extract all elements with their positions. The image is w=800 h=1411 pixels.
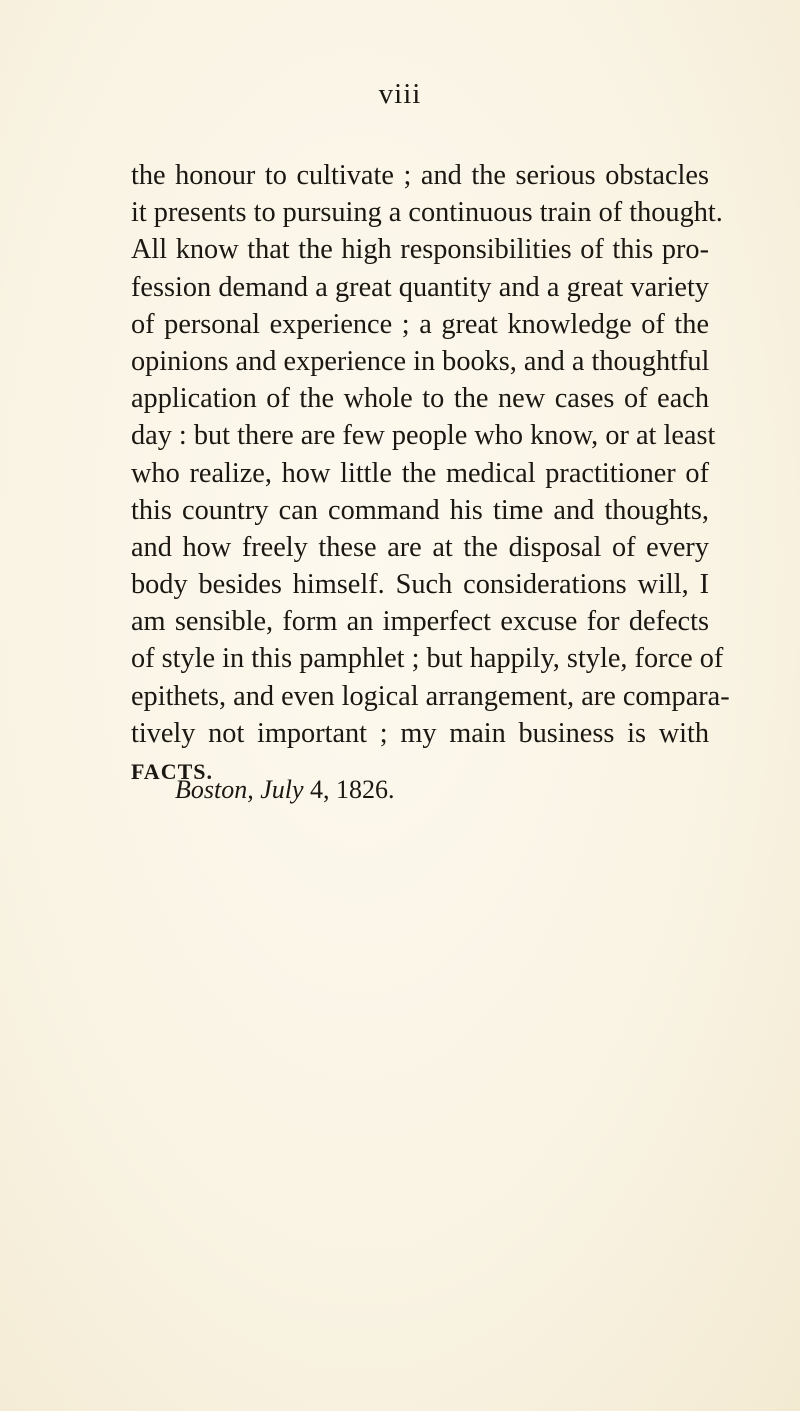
text-line: opinions and experience in books, and a thoughtful xyxy=(131,345,710,377)
text-line: am sensible, form an imperfect excuse for defects xyxy=(131,606,709,638)
text-line: day : but there are few people who know, or at least xyxy=(131,420,716,452)
signoff-place: Boston, xyxy=(175,775,254,804)
preface-paragraph xyxy=(131,157,730,789)
text-line: epithets, and even logical arrangement, are compara- xyxy=(131,680,730,712)
text-line: tively not important ; my main business is with xyxy=(131,717,709,749)
text-line: of personal experience ; a great knowledge of the xyxy=(131,308,709,340)
text-line: fession demand a great quantity and a great variety xyxy=(131,271,709,303)
final-word: FACTS. xyxy=(131,759,213,784)
text-line: of style in this pamphlet ; but happily, style, force of xyxy=(131,643,724,675)
signoff-date: 4, 1826. xyxy=(310,775,395,804)
text-line: it presents to pursuing a continuous train of thought. xyxy=(131,197,723,229)
text-line: body besides himself. Such considerations will, I xyxy=(131,569,709,601)
signoff-month: July xyxy=(260,775,304,804)
text-line: this country can command his time and thoughts, xyxy=(131,494,709,526)
text-line: the honour to cultivate ; and the serious obstacles xyxy=(131,160,709,191)
text-line: All know that the high responsibilities of this pro- xyxy=(131,234,709,266)
text-line: who realize, how little the medical practitioner of xyxy=(131,457,709,489)
signoff-dateline xyxy=(175,775,395,805)
page-number: viii xyxy=(378,78,422,110)
text-line: and how freely these are at the disposal of every xyxy=(131,531,709,563)
text-line: application of the whole to the new cases of each xyxy=(131,383,709,415)
